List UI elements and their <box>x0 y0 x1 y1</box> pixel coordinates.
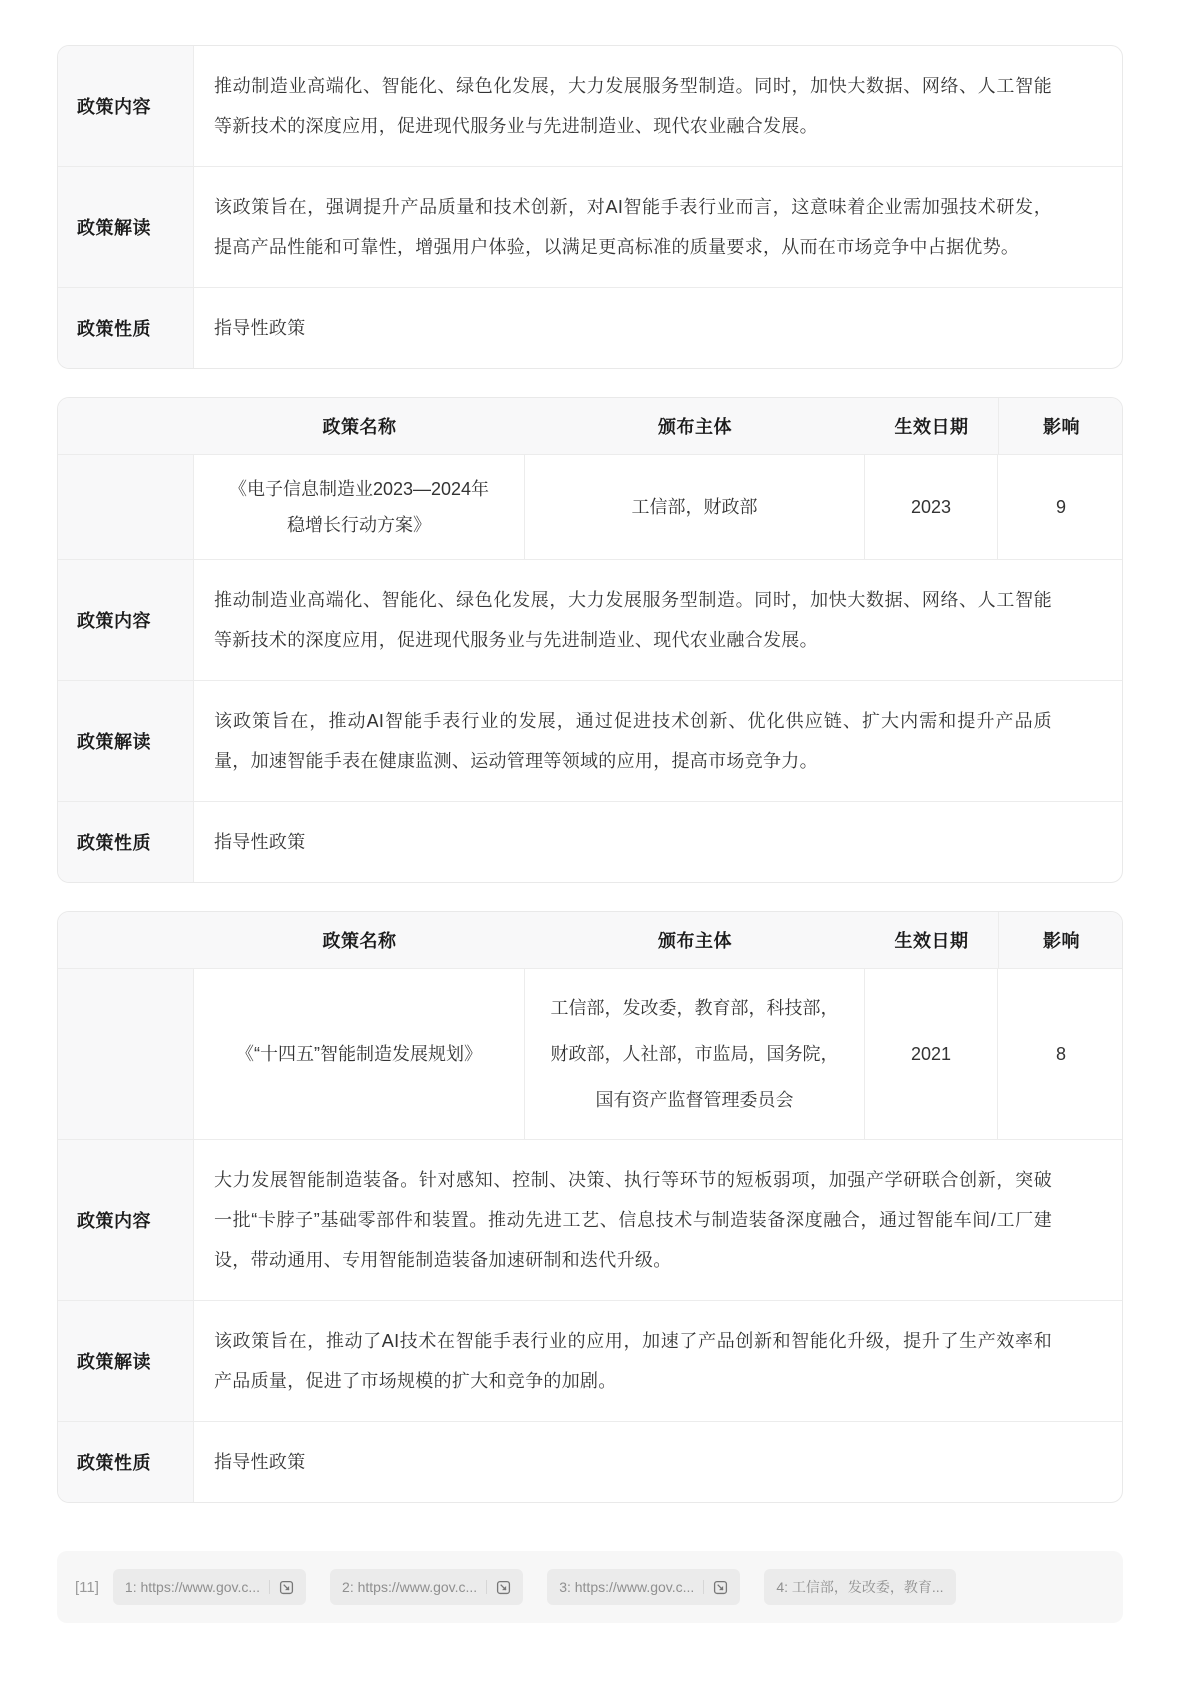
row-label-content: 政策内容 <box>58 46 194 166</box>
policy-interpretation-text: 该政策旨在，强调提升产品质量和技术创新，对AI智能手表行业而言，这意味着企业需加强技术研发，提高产品性能和可靠性，增强用户体验，以满足更高标准的质量要求，从而在市场竞争中占据优势。 <box>214 197 1052 257</box>
policy-issuer-cell <box>525 969 865 1139</box>
policy-content-cell <box>194 46 1123 166</box>
policy-nature-cell <box>194 1422 1123 1502</box>
policy-table-card-1 <box>57 45 1123 369</box>
row-label-nature: 政策性质 <box>58 802 194 882</box>
header-cell-effective-date: 生效日期 <box>894 931 969 951</box>
policy-nature-row <box>58 287 1122 368</box>
policy-content-text: 推动制造业高端化、智能化、绿色化发展，大力发展服务型制造。同时，加快大数据、网络、人工智能等新技术的深度应用，促进现代服务业与先进制造业、现代农业融合发展。 <box>214 76 1052 136</box>
policy-interpretation-cell <box>194 167 1123 287</box>
policy-name-cell <box>194 455 525 559</box>
summary-label-spacer <box>58 969 194 1139</box>
citation-chip-label: 2: https://www.gov.c... <box>342 1579 478 1595</box>
policy-table-card-3 <box>57 911 1123 1503</box>
policy-summary-row <box>58 454 1122 559</box>
citation-chip-1[interactable] <box>113 1569 306 1605</box>
policy-date-cell: 2021 <box>865 969 998 1139</box>
policy-name-text: 《电子信息制造业2023—2024年稳增长行动方案》 <box>228 479 490 535</box>
citation-chip-4[interactable] <box>764 1569 955 1605</box>
policy-issuer-text: 工信部，财政部 <box>631 497 758 517</box>
policy-nature-cell <box>194 288 1123 368</box>
citation-chip-label: 1: https://www.gov.c... <box>124 1579 261 1595</box>
header-cell-policy-name: 政策名称 <box>322 417 397 437</box>
policy-interpretation-text: 该政策旨在，推动了AI技术在智能手表行业的应用，加速了产品创新和智能化升级，提升了生产效率和产品质量，促进了市场规模的扩大和竞争的加剧。 <box>214 1331 1052 1391</box>
header-label-spacer <box>58 912 194 968</box>
row-label-content: 政策内容 <box>58 560 194 680</box>
row-label-interpretation: 政策解读 <box>58 1301 194 1421</box>
external-link-icon[interactable] <box>496 1580 511 1595</box>
chip-divider <box>486 1580 487 1594</box>
header-label-spacer <box>58 398 194 454</box>
policy-content-row <box>58 46 1122 166</box>
header-cell-effective-date: 生效日期 <box>894 417 969 437</box>
header-cell-issuer: 颁布主体 <box>658 417 732 437</box>
policy-table-card-2 <box>57 397 1123 883</box>
row-label-nature: 政策性质 <box>58 1422 194 1502</box>
citation-ref-number: [11] <box>75 1578 99 1596</box>
policy-impact-cell: 9 <box>1055 496 1066 517</box>
policy-interpretation-cell <box>194 681 1123 801</box>
citation-chip-list <box>113 1569 956 1605</box>
chip-divider <box>269 1580 270 1594</box>
policy-issuer-cell <box>525 455 865 559</box>
policy-name-text: 《“十四五”智能制造发展规划》 <box>236 1044 482 1064</box>
policy-summary-row <box>58 968 1122 1139</box>
header-cell-impact: 影响 <box>998 398 1123 454</box>
policy-content-cell <box>194 1140 1123 1300</box>
table-header-row <box>58 912 1122 968</box>
policy-nature-cell <box>194 802 1123 882</box>
policy-interpretation-row <box>58 166 1122 287</box>
policy-interpretation-row <box>58 680 1122 801</box>
policy-name-cell <box>194 969 525 1139</box>
row-label-nature: 政策性质 <box>58 288 194 368</box>
policy-content-text: 推动制造业高端化、智能化、绿色化发展，大力发展服务型制造。同时，加快大数据、网络、人工智能等新技术的深度应用，促进现代服务业与先进制造业、现代农业融合发展。 <box>214 590 1052 650</box>
policy-content-row <box>58 1139 1122 1300</box>
policy-content-text: 大力发展智能制造装备。针对感知、控制、决策、执行等环节的短板弱项，加强产学研联合创新，突破一批“卡脖子”基础零部件和装置。推动先进工艺、信息技术与制造装备深度融合，通过智能车间/工厂建设，带动通用、专用智能制造装备加速研制和迭代升级。 <box>214 1170 1052 1270</box>
citation-chip-label: 4: 工信部，发改委，教育... <box>776 1579 944 1595</box>
policy-nature-text: 指导性政策 <box>214 1452 306 1472</box>
policy-date-cell: 2023 <box>865 455 998 559</box>
policy-impact-cell: 8 <box>1055 1043 1066 1064</box>
policy-issuer-text: 工信部，发改委，教育部，科技部，财政部，人社部，市监局，国务院，国有资产监督管理委员会 <box>550 998 839 1110</box>
policy-interpretation-cell <box>194 1301 1123 1421</box>
policy-content-cell <box>194 560 1123 680</box>
policy-interpretation-text: 该政策旨在，推动AI智能手表行业的发展，通过促进技术创新、优化供应链、扩大内需和提升产品质量，加速智能手表在健康监测、运动管理等领域的应用，提高市场竞争力。 <box>214 711 1052 771</box>
row-label-interpretation: 政策解读 <box>58 681 194 801</box>
header-cell-issuer: 颁布主体 <box>658 931 732 951</box>
header-cell-impact: 影响 <box>998 912 1123 968</box>
row-label-interpretation: 政策解读 <box>58 167 194 287</box>
policy-nature-row <box>58 1421 1122 1502</box>
citation-chip-2[interactable] <box>330 1569 523 1605</box>
row-label-content: 政策内容 <box>58 1140 194 1300</box>
citation-chip-3[interactable] <box>547 1569 740 1605</box>
external-link-icon[interactable] <box>713 1580 728 1595</box>
policy-content-row <box>58 559 1122 680</box>
policy-interpretation-row <box>58 1300 1122 1421</box>
citation-chip-label: 3: https://www.gov.c... <box>559 1579 695 1595</box>
citations-bar <box>57 1551 1123 1623</box>
chip-divider <box>703 1580 704 1594</box>
table-header-row <box>58 398 1122 454</box>
policy-nature-row <box>58 801 1122 882</box>
external-link-icon[interactable] <box>279 1580 294 1595</box>
header-cell-policy-name: 政策名称 <box>322 931 397 951</box>
policy-nature-text: 指导性政策 <box>214 832 306 852</box>
policy-nature-text: 指导性政策 <box>214 318 306 338</box>
summary-label-spacer <box>58 455 194 559</box>
